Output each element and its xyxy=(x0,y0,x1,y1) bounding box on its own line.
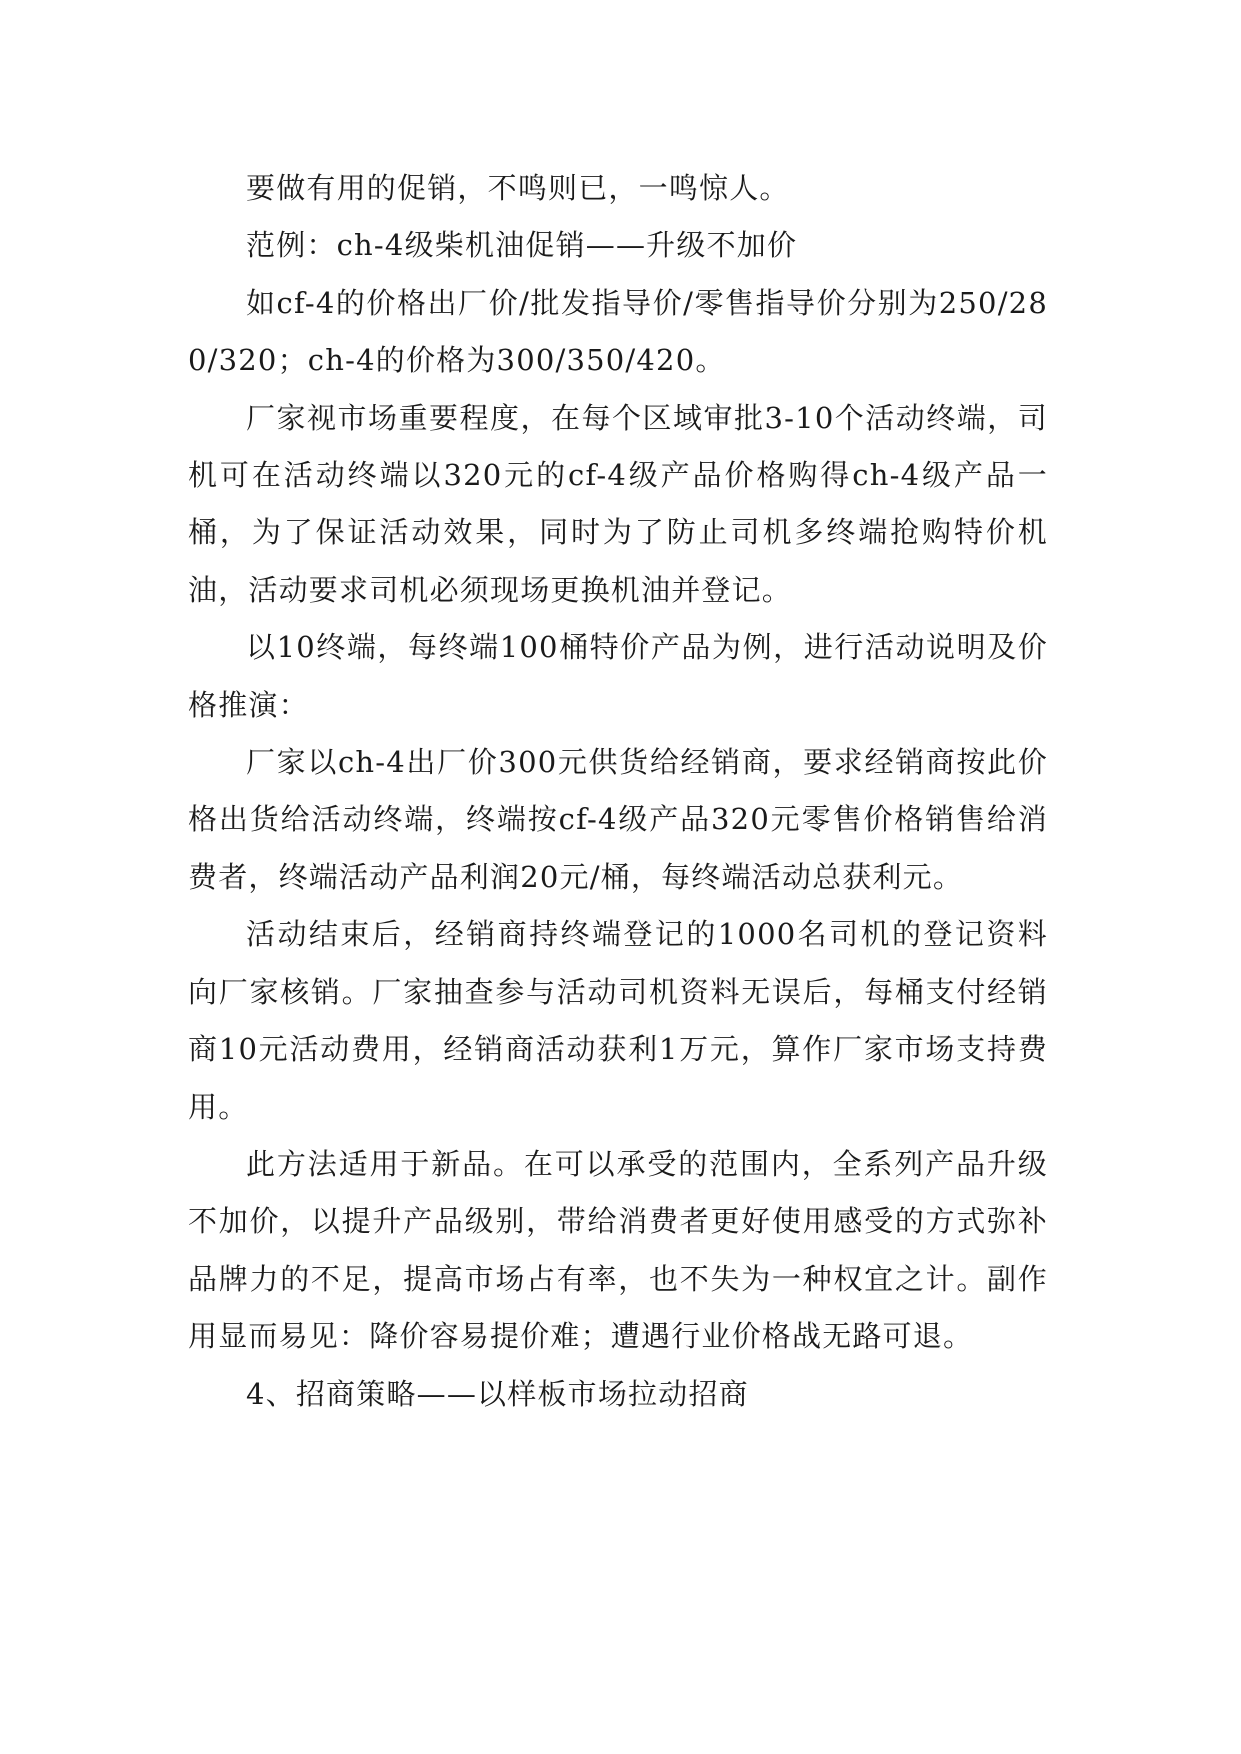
section-heading-recruitment: 4、招商策略——以样板市场拉动招商 xyxy=(246,1376,749,1411)
paragraph-terminal-approval: 厂家视市场重要程度，在每个区域审批3-10个活动终端，司机可在活动终端以320元的cf-4级产品价格购得ch-4级产品一桶，为了保证活动效果，同时为了防止司机多终端抢购特价机油，活动要求司机必须现场更换机油并登记。 xyxy=(188,400,1048,607)
document-body xyxy=(188,160,1048,1423)
paragraph-applicability: 此方法适用于新品。在可以承受的范围内，全系列产品升级不加价，以提升产品级别，带给消费者更好使用感受的方式弥补品牌力的不足，提高市场占有率，也不失为一种权宜之计。副作用显而易见：降价容易提价难；遭遇行业价格战无路可退。 xyxy=(188,1146,1048,1354)
paragraph-price-list: 如cf-4的价格出厂价/批发指导价/零售指导价分别为250/280/320；ch-4的价格为300/350/420。 xyxy=(188,285,1048,378)
paragraph-intro: 要做有用的促销，不鸣则已，一鸣惊人。 xyxy=(246,171,790,205)
paragraph-settlement: 活动结束后，经销商持终端登记的1000名司机的登记资料向厂家核销。厂家抽查参与活动司机资料无误后，每桶支付经销商10元活动费用，经销商活动获利1万元，算作厂家市场支持费用。 xyxy=(188,917,1048,1124)
paragraph-supply-price: 厂家以ch-4出厂价300元供货给经销商，要求经销商按此价格出货给活动终端，终端按cf-4级产品320元零售价格销售给消费者，终端活动产品利润20元/桶，每终端活动总获利元。 xyxy=(188,745,1048,894)
paragraph-example-title: 范例：ch-4级柴机油促销——升级不加价 xyxy=(246,228,798,263)
paragraph-example-setup: 以10终端，每终端100桶特价产品为例，进行活动说明及价格推演： xyxy=(188,630,1048,722)
